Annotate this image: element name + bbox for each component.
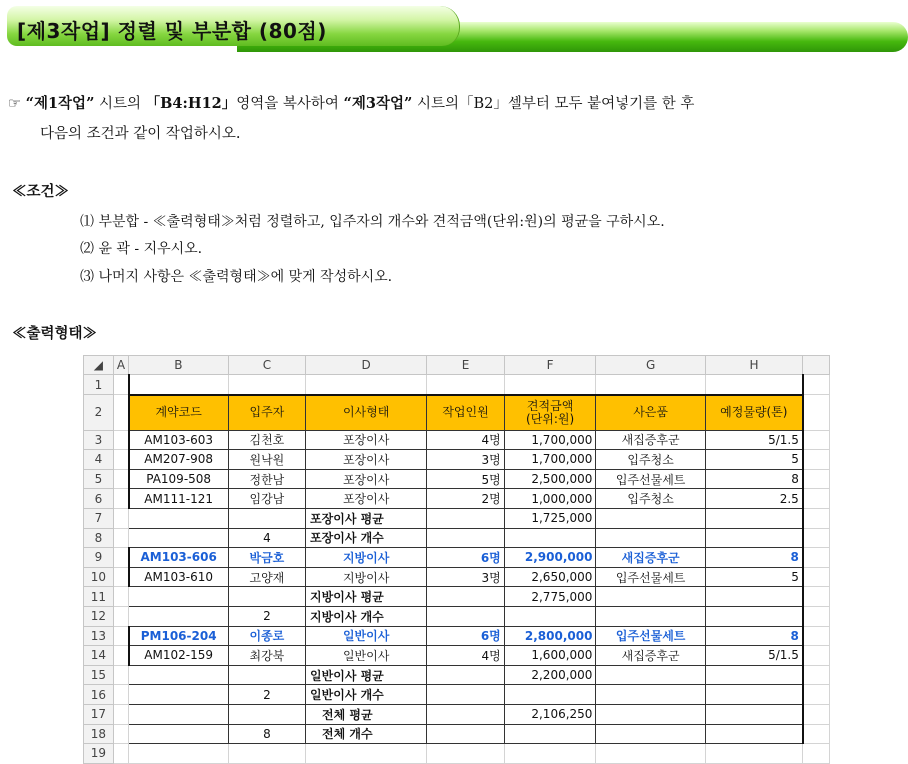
- table-row: [84, 587, 830, 607]
- cell[interactable]: 6명: [427, 548, 505, 568]
- table-row: [84, 744, 830, 764]
- cell[interactable]: 입주선물세트: [596, 469, 705, 489]
- cell[interactable]: [803, 685, 830, 705]
- cell[interactable]: 박금호: [228, 548, 305, 568]
- cell[interactable]: [129, 528, 229, 548]
- cell[interactable]: 포장이사 개수: [306, 528, 427, 548]
- cell[interactable]: 1,700,000: [504, 450, 596, 470]
- cell[interactable]: [113, 528, 128, 548]
- page-title: [제3작업] 정렬 및 부분합 (80점): [17, 19, 327, 43]
- cell[interactable]: 임강남: [228, 489, 305, 509]
- cell[interactable]: [129, 587, 229, 607]
- header-cell-text: 견적금액: [526, 398, 574, 413]
- cell[interactable]: [803, 626, 830, 646]
- header-cell[interactable]: [596, 395, 705, 431]
- column-header[interactable]: D: [306, 356, 427, 375]
- cell[interactable]: [113, 375, 128, 395]
- header-cell-text: (단위:원): [526, 411, 575, 426]
- row-number[interactable]: 17: [84, 704, 114, 724]
- cell[interactable]: 이종로: [228, 626, 305, 646]
- cell[interactable]: [705, 375, 803, 395]
- pointing-hand-icon: ☞: [8, 96, 21, 112]
- cell[interactable]: 5: [705, 567, 803, 587]
- cell[interactable]: 6명: [427, 626, 505, 646]
- table-row: [84, 508, 830, 528]
- cell[interactable]: 5: [705, 450, 803, 470]
- cell[interactable]: 1,700,000: [504, 430, 596, 450]
- row-number[interactable]: 18: [84, 724, 114, 744]
- cell[interactable]: [705, 704, 803, 724]
- cell[interactable]: [803, 587, 830, 607]
- cell[interactable]: [427, 665, 505, 685]
- cell[interactable]: [803, 724, 830, 744]
- title-banner: [7, 6, 902, 47]
- cell[interactable]: [113, 395, 128, 431]
- table-row: [84, 567, 830, 587]
- header-cell[interactable]: [306, 395, 427, 431]
- cell[interactable]: 일반이사: [306, 646, 427, 666]
- cell[interactable]: 2,200,000: [504, 665, 596, 685]
- table-row: [84, 626, 830, 646]
- cell[interactable]: [129, 744, 229, 764]
- cell[interactable]: 8: [705, 626, 803, 646]
- cell[interactable]: 포장이사 평균: [306, 508, 427, 528]
- row-number[interactable]: 3: [84, 430, 114, 450]
- cell[interactable]: 전체 개수: [306, 724, 427, 744]
- cell[interactable]: [129, 704, 229, 724]
- column-header[interactable]: E: [427, 356, 505, 375]
- cell[interactable]: [427, 528, 505, 548]
- cell[interactable]: [113, 606, 128, 626]
- cell[interactable]: 1,600,000: [504, 646, 596, 666]
- header-cell[interactable]: [129, 395, 229, 431]
- cell[interactable]: 정한남: [228, 469, 305, 489]
- table-row: [84, 430, 830, 450]
- column-header[interactable]: [803, 356, 830, 375]
- condition-item-1: ⑴ 부분합 - ≪출력형태≫처럼 정렬하고, 입주자의 개수와 견적금액(단위:원)의 평균을 구하시오.: [80, 214, 665, 230]
- quote-open-2: “: [343, 95, 352, 112]
- output-heading: ≪출력형태≫: [12, 325, 98, 342]
- row-number[interactable]: 7: [84, 508, 114, 528]
- cell[interactable]: [596, 528, 705, 548]
- cell[interactable]: 김천호: [228, 430, 305, 450]
- cell[interactable]: AM103-603: [129, 430, 229, 450]
- cell[interactable]: [113, 724, 128, 744]
- cell[interactable]: [504, 375, 596, 395]
- header-cell-text: 사은품: [633, 405, 668, 420]
- table-row: [84, 469, 830, 489]
- cell[interactable]: [129, 375, 229, 395]
- cell[interactable]: [427, 685, 505, 705]
- cell[interactable]: [504, 685, 596, 705]
- cell[interactable]: 새집증후군: [596, 548, 705, 568]
- cell[interactable]: [803, 375, 830, 395]
- cell[interactable]: 2,775,000: [504, 587, 596, 607]
- cell[interactable]: [596, 508, 705, 528]
- cell[interactable]: [113, 548, 128, 568]
- cell[interactable]: 고양재: [228, 567, 305, 587]
- column-header[interactable]: H: [705, 356, 803, 375]
- cell[interactable]: 전체 평균: [306, 704, 427, 724]
- cell[interactable]: [427, 744, 505, 764]
- cell[interactable]: [803, 528, 830, 548]
- cell[interactable]: 2,500,000: [504, 469, 596, 489]
- cell[interactable]: 일반이사: [306, 626, 427, 646]
- cell[interactable]: 2: [228, 685, 305, 705]
- table-row: [84, 450, 830, 470]
- cell[interactable]: [113, 685, 128, 705]
- quote-close: ”: [86, 95, 95, 112]
- row-number[interactable]: 15: [84, 665, 114, 685]
- cell[interactable]: [803, 606, 830, 626]
- cell[interactable]: [113, 567, 128, 587]
- row-number[interactable]: 9: [84, 548, 114, 568]
- range-ref: 「B4:H12」: [145, 95, 237, 112]
- cell[interactable]: [803, 450, 830, 470]
- cell[interactable]: 1,725,000: [504, 508, 596, 528]
- select-all-corner[interactable]: ◢: [84, 356, 114, 375]
- cell[interactable]: [705, 724, 803, 744]
- cell[interactable]: [228, 665, 305, 685]
- header-cell-text: 입주자: [249, 405, 285, 420]
- spreadsheet: [83, 355, 830, 761]
- cell[interactable]: 지방이사 평균: [306, 587, 427, 607]
- cell[interactable]: [306, 375, 427, 395]
- cell[interactable]: [113, 704, 128, 724]
- header-cell-text: 계약코드: [155, 405, 202, 420]
- cell[interactable]: [228, 587, 305, 607]
- header-cell[interactable]: [427, 395, 505, 431]
- row-number[interactable]: 19: [84, 744, 114, 764]
- cell[interactable]: [228, 744, 305, 764]
- header-cell-text: 작업인원: [442, 405, 489, 420]
- cell[interactable]: 4: [228, 528, 305, 548]
- cell[interactable]: [504, 744, 596, 764]
- cell[interactable]: [113, 646, 128, 666]
- quote-open: “: [25, 95, 34, 112]
- cell[interactable]: AM207-908: [129, 450, 229, 470]
- cell[interactable]: [803, 704, 830, 724]
- header-cell[interactable]: [504, 395, 596, 431]
- column-header[interactable]: A: [113, 356, 128, 375]
- cell[interactable]: 2.5: [705, 489, 803, 509]
- header-cell-text: 이사형태: [342, 405, 390, 420]
- cell[interactable]: [803, 469, 830, 489]
- cell[interactable]: 1,000,000: [504, 489, 596, 509]
- cell[interactable]: 입주선물세트: [596, 626, 705, 646]
- cell[interactable]: 입주청소: [596, 450, 705, 470]
- table-row: [84, 685, 830, 705]
- cell[interactable]: 2,106,250: [504, 704, 596, 724]
- cell[interactable]: 8: [705, 548, 803, 568]
- cell[interactable]: [803, 395, 830, 431]
- cell[interactable]: 일반이사 평균: [306, 665, 427, 685]
- table-row: [84, 606, 830, 626]
- cell[interactable]: [596, 724, 705, 744]
- cell[interactable]: [129, 685, 229, 705]
- table-row: [84, 528, 830, 548]
- cell[interactable]: 2,900,000: [504, 548, 596, 568]
- cell[interactable]: [596, 665, 705, 685]
- row-number[interactable]: 2: [84, 395, 114, 431]
- cell[interactable]: 2,650,000: [504, 567, 596, 587]
- cell[interactable]: 새집증후군: [596, 430, 705, 450]
- cell[interactable]: 포장이사: [306, 489, 427, 509]
- cell[interactable]: [705, 744, 803, 764]
- row-number[interactable]: 10: [84, 567, 114, 587]
- cell[interactable]: [427, 606, 505, 626]
- cell[interactable]: [596, 587, 705, 607]
- instruction-line-2: 다음의 조건과 같이 작업하시오.: [40, 126, 241, 142]
- cell[interactable]: [427, 587, 505, 607]
- row-number[interactable]: 13: [84, 626, 114, 646]
- cell[interactable]: [705, 508, 803, 528]
- cell[interactable]: [113, 489, 128, 509]
- row-number[interactable]: 5: [84, 469, 114, 489]
- cell[interactable]: 5명: [427, 469, 505, 489]
- cell[interactable]: 포장이사: [306, 430, 427, 450]
- cell[interactable]: [113, 469, 128, 489]
- cell[interactable]: AM102-159: [129, 646, 229, 666]
- cell[interactable]: [705, 665, 803, 685]
- cell[interactable]: 지방이사: [306, 548, 427, 568]
- cell[interactable]: 지방이사: [306, 567, 427, 587]
- cell[interactable]: [504, 724, 596, 744]
- cell[interactable]: [803, 744, 830, 764]
- cell[interactable]: 4명: [427, 430, 505, 450]
- cell[interactable]: [596, 375, 705, 395]
- cell[interactable]: [803, 548, 830, 568]
- column-header-row: [84, 356, 830, 375]
- cell[interactable]: [113, 626, 128, 646]
- quote-close-2: ”: [404, 95, 413, 112]
- cell[interactable]: 입주선물세트: [596, 567, 705, 587]
- instruction-line-1: [8, 92, 694, 113]
- cell[interactable]: [803, 430, 830, 450]
- cell[interactable]: [129, 665, 229, 685]
- sheet1-name: 제1작업: [33, 95, 87, 112]
- cell[interactable]: [113, 744, 128, 764]
- cell[interactable]: 8: [228, 724, 305, 744]
- table-row: [84, 724, 830, 744]
- cell[interactable]: 입주청소: [596, 489, 705, 509]
- row-number[interactable]: 11: [84, 587, 114, 607]
- row-number[interactable]: 4: [84, 450, 114, 470]
- header-cell[interactable]: [705, 395, 803, 431]
- cell[interactable]: 5/1.5: [705, 430, 803, 450]
- cell[interactable]: 3명: [427, 567, 505, 587]
- cell[interactable]: 4명: [427, 646, 505, 666]
- table-row: [84, 665, 830, 685]
- cell[interactable]: 2: [228, 606, 305, 626]
- column-header[interactable]: B: [129, 356, 229, 375]
- cell[interactable]: 최강북: [228, 646, 305, 666]
- cell[interactable]: [113, 508, 128, 528]
- instruction-text-3: 시트의「B2」셀부터 모두 붙여넣기를 한 후: [412, 96, 695, 112]
- cell[interactable]: PA109-508: [129, 469, 229, 489]
- cell[interactable]: 지방이사 개수: [306, 606, 427, 626]
- table-row: [84, 646, 830, 666]
- row-number[interactable]: 1: [84, 375, 114, 395]
- table-row: [84, 548, 830, 568]
- table-row: [84, 489, 830, 509]
- sheet3-name: 제3작업: [351, 95, 404, 112]
- table-header-row: [84, 395, 830, 431]
- cell[interactable]: [427, 704, 505, 724]
- cell[interactable]: [803, 646, 830, 666]
- cell[interactable]: [504, 528, 596, 548]
- cell[interactable]: [228, 508, 305, 528]
- cell[interactable]: 원낙원: [228, 450, 305, 470]
- cell[interactable]: 2,800,000: [504, 626, 596, 646]
- table-row: [84, 375, 830, 395]
- cell[interactable]: [427, 724, 505, 744]
- row-number[interactable]: 16: [84, 685, 114, 705]
- cell[interactable]: [228, 704, 305, 724]
- cell[interactable]: 5/1.5: [705, 646, 803, 666]
- cell[interactable]: [113, 665, 128, 685]
- cell[interactable]: 2명: [427, 489, 505, 509]
- cell[interactable]: [129, 606, 229, 626]
- cell[interactable]: 포장이사: [306, 450, 427, 470]
- cell[interactable]: [504, 606, 596, 626]
- cell[interactable]: 포장이사: [306, 469, 427, 489]
- cell[interactable]: [705, 606, 803, 626]
- cell[interactable]: 일반이사 개수: [306, 685, 427, 705]
- cell[interactable]: PM106-204: [129, 626, 229, 646]
- cell[interactable]: 8: [705, 469, 803, 489]
- cell[interactable]: [596, 704, 705, 724]
- cell[interactable]: AM111-121: [129, 489, 229, 509]
- cell[interactable]: [705, 528, 803, 548]
- header-cell[interactable]: [228, 395, 305, 431]
- column-header[interactable]: G: [596, 356, 705, 375]
- cell[interactable]: [129, 724, 229, 744]
- cell[interactable]: [803, 665, 830, 685]
- cell[interactable]: [113, 587, 128, 607]
- cell[interactable]: [705, 685, 803, 705]
- cell[interactable]: AM103-610: [129, 567, 229, 587]
- cell[interactable]: [129, 508, 229, 528]
- instruction-text-1: 시트의: [94, 96, 146, 112]
- column-header[interactable]: C: [228, 356, 305, 375]
- row-number[interactable]: 6: [84, 489, 114, 509]
- row-number[interactable]: 12: [84, 606, 114, 626]
- cell[interactable]: 3명: [427, 450, 505, 470]
- spreadsheet-grid: [83, 355, 830, 764]
- cell[interactable]: [228, 375, 305, 395]
- instruction-text-2: 영역을 복사하여: [236, 96, 344, 112]
- cell[interactable]: [427, 508, 505, 528]
- cell[interactable]: [803, 567, 830, 587]
- cell[interactable]: [427, 375, 505, 395]
- cell[interactable]: [113, 430, 128, 450]
- cell[interactable]: [803, 508, 830, 528]
- cell[interactable]: 새집증후군: [596, 646, 705, 666]
- cell[interactable]: [596, 606, 705, 626]
- cell[interactable]: [306, 744, 427, 764]
- conditions-heading: ≪조건≫: [12, 183, 70, 200]
- row-number[interactable]: 14: [84, 646, 114, 666]
- cell[interactable]: [113, 450, 128, 470]
- cell[interactable]: AM103-606: [129, 548, 229, 568]
- condition-item-2: ⑵ 윤 곽 - 지우시오.: [80, 241, 203, 257]
- cell[interactable]: [705, 587, 803, 607]
- row-number[interactable]: 8: [84, 528, 114, 548]
- column-header[interactable]: F: [504, 356, 596, 375]
- cell[interactable]: [596, 744, 705, 764]
- header-cell-text: 예정물량(톤): [720, 405, 788, 420]
- table-row: [84, 704, 830, 724]
- cell[interactable]: [803, 489, 830, 509]
- condition-item-3: ⑶ 나머지 사항은 ≪출력형태≫에 맞게 작성하시오.: [80, 269, 393, 285]
- cell[interactable]: [596, 685, 705, 705]
